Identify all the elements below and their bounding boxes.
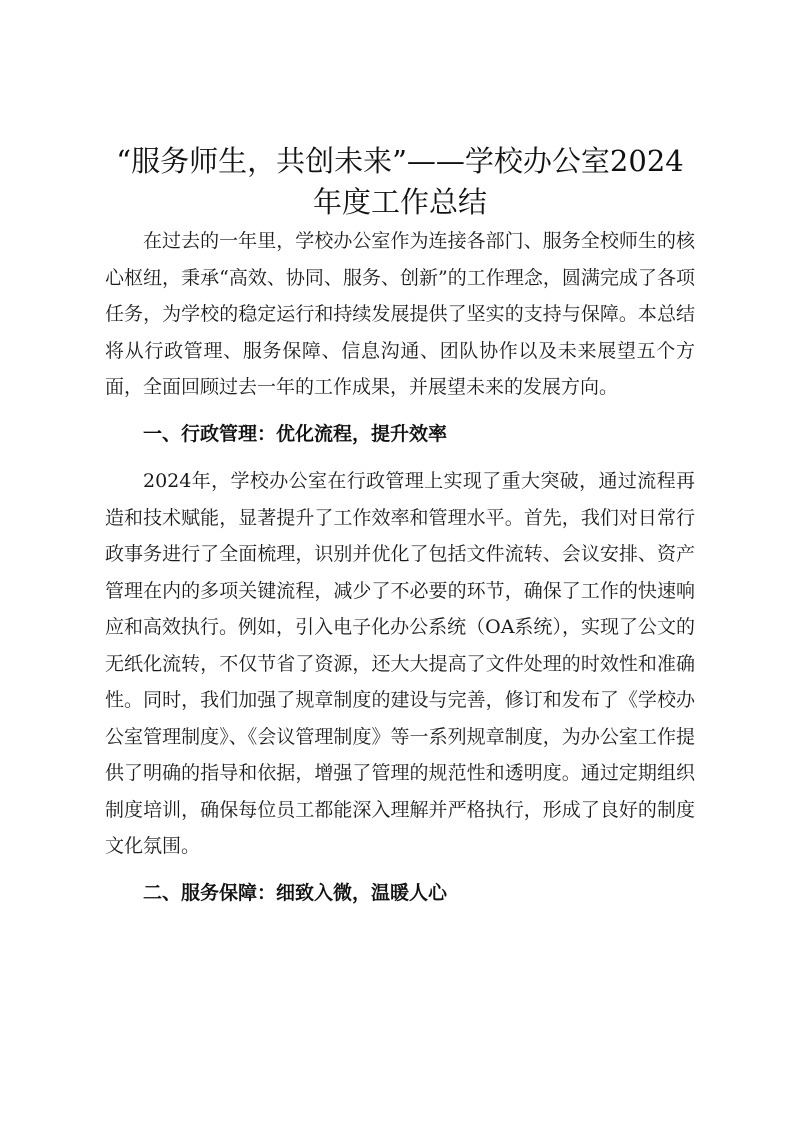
section-body-administration: 2024年，学校办公室在行政管理上实现了重大突破，通过流程再造和技术赋能，显著提升了工作效率和管理水平。首先，我们对日常行政事务进行了全面梳理，识别并优化了包括文件流转、会议安排、资产管理在内的多项关键流程，减少了不必要的环节，确保了工作的快速响应和高效执行。例如，引入电子化办公系统（OA系统），实现了公文的无纸化流转，不仅节省了资源，还大大提高了文件处理的时效性和准确性。同时，我们加强了规章制度的建设与完善，修订和发布了《学校办公室管理制度》、《会议管理制度》等一系列规章制度，为办公室工作提供了明确的指导和依据，增强了管理的规范性和透明度。通过定期组织制度培训，确保每位员工都能深入理解并严格执行，形成了良好的制度文化氛围。 bbox=[105, 470, 695, 857]
section-heading-administration: 一、行政管理：优化流程，提升效率 bbox=[143, 422, 448, 445]
section-heading-service: 二、服务保障：细致入微，温暖人心 bbox=[143, 881, 448, 904]
document-body bbox=[105, 141, 695, 911]
document-title: “服务师生，共创未来”——学校办公室2024年度工作总结 bbox=[116, 144, 684, 219]
intro-paragraph: 在过去的一年里，学校办公室作为连接各部门、服务全校师生的核心枢纽，秉承“高效、协同、服务、创新”的工作理念，圆满完成了各项任务，为学校的稳定运行和持续发展提供了坚实的支持与保障。本总结将从行政管理、服务保障、信息沟通、团队协作以及未来展望五个方面，全面回顾过去一年的工作成果，并展望未来的发展方向。 bbox=[105, 230, 695, 398]
